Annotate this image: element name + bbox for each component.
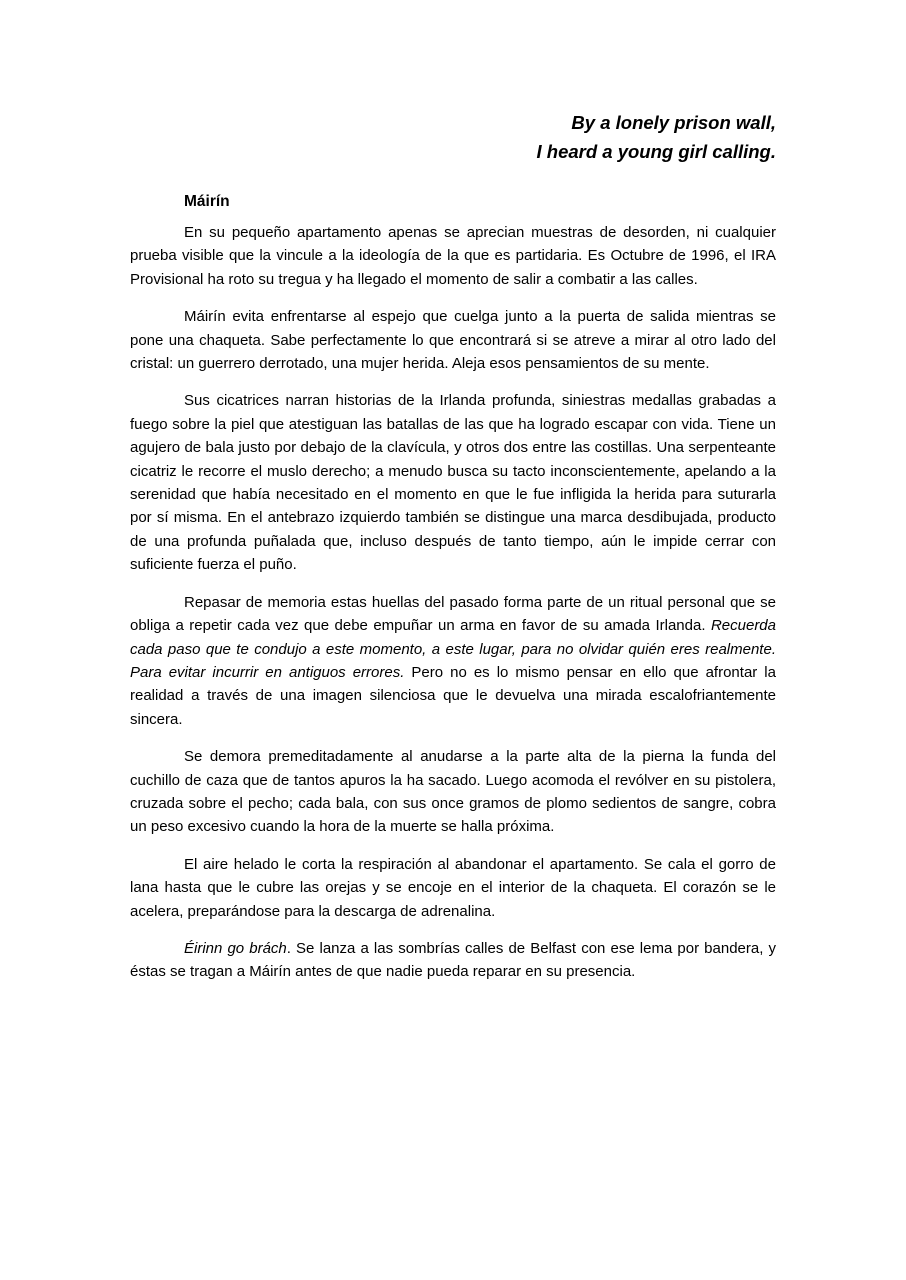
paragraph-4-text-c: Pero no es lo mismo pensar en ello que afrontar la realidad a través de una imagen silenciosa que le devuelva una mirada escalofriantemente sincera. (130, 663, 776, 728)
paragraph-7-text-b: . Se lanza a las sombrías calles de Belfast con ese lema por bandera, y éstas se tragan a Máirín antes de que nadie pueda reparar en su presencia. (130, 939, 776, 981)
paragraph-4-italic: Recuerda cada paso que te condujo a este momento, a este lugar, para no olvidar quién eres realmente. Para evitar incurrir en antiguos errores. (130, 617, 776, 681)
epigraph (130, 108, 776, 166)
paragraph-5: Se demora premeditadamente al anudarse a la parte alta de la pierna la funda del cuchillo de caza que de tantos apuros la ha sacado. Luego acomoda el revólver en su pistolera, cruzada sobre el pecho; cada bala, con sus once gramos de plomo sedientos de sangre, cobra un peso excesivo cuando la hora de la muerte se halla próxima. (130, 748, 776, 836)
paragraph-4-text-a: Repasar de memoria estas huellas del pasado forma parte de un ritual personal que se obliga a repetir cada vez que debe empuñar un arma en favor de su amada Irlanda. (130, 593, 776, 635)
epigraph-line-2: I heard a young girl calling. (536, 141, 776, 162)
section-heading: Máirín (184, 193, 230, 210)
paragraph-3: Sus cicatrices narran historias de la Irlanda profunda, siniestras medallas grabadas a fuego sobre la piel que atestiguan las batallas de las que ha logrado escapar con vida. Tiene un agujero de bala justo por debajo de la clavícula, y otros dos entre las costillas. Una serpenteante cicatriz le recorre el muslo derecho; a menudo busca su tacto inconscientemente, apelando a la serenidad que había necesitado en el momento en que le fue infligida la herida para suturarla por sí misma. En el antebrazo izquierdo también se distingue una marca desdibujada, producto de una profunda puñalada que, incluso después de tanto tiempo, aún le impide cerrar con suficiente fuerza el puño. (130, 392, 776, 574)
paragraph-1: En su pequeño apartamento apenas se aprecian muestras de desorden, ni cualquier prueba visible que la vincule a la ideología de la que es partidaria. Es Octubre de 1996, el IRA Provisional ha roto su tregua y ha llegado el momento de salir a combatir a las calles. (130, 224, 776, 288)
paragraph-4 (130, 591, 776, 731)
paragraph-7-italic: Éirinn go brách (184, 939, 287, 957)
paragraph-6: El aire helado le corta la respiración al abandonar el apartamento. Se cala el gorro de lana hasta que le cubre las orejas y se encoje en el interior de la chaqueta. El corazón se le acelera, preparándose para la descarga de adrenalina. (130, 855, 776, 920)
document-page (130, 108, 776, 998)
paragraph-2: Máirín evita enfrentarse al espejo que cuelga junto a la puerta de salida mientras se pone una chaqueta. Sabe perfectamente lo que encontrará si se atreve a mirar al otro lado del cristal: un guerrero derrotado, una mujer herida. Aleja esos pensamientos de su mente. (130, 308, 776, 373)
paragraph-7 (130, 937, 776, 984)
epigraph-line-1: By a lonely prison wall, (571, 112, 776, 133)
